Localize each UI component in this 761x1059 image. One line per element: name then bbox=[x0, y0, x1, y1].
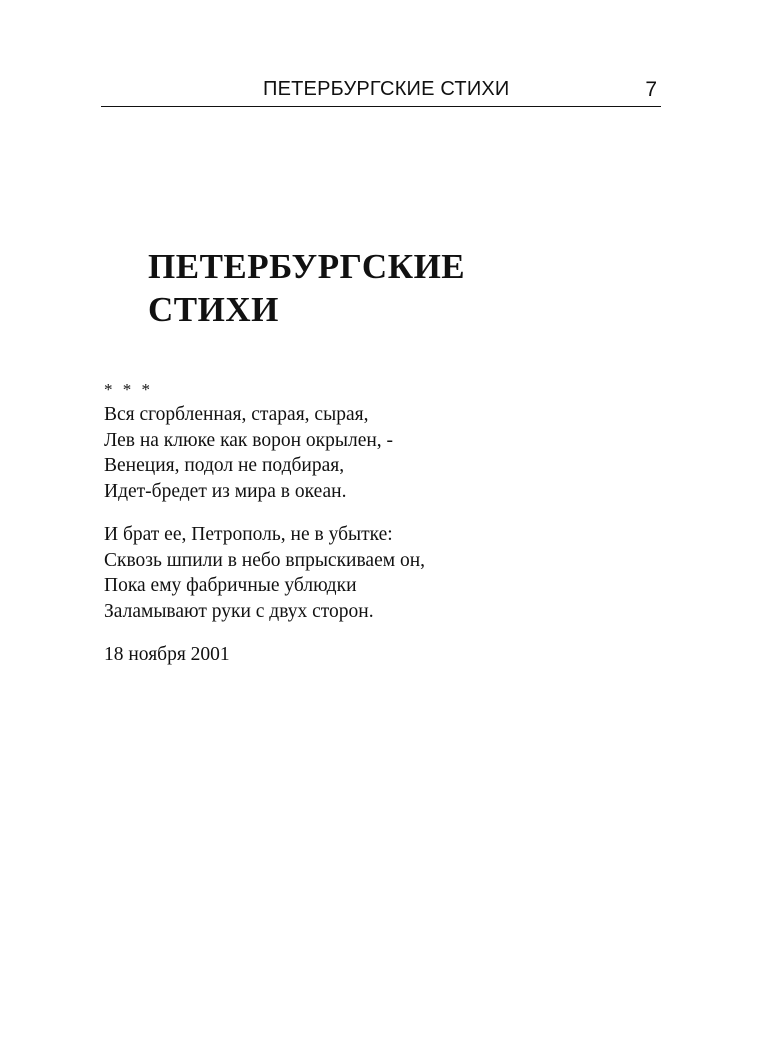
poem-title-line-1: ПЕТЕРБУРГСКИЕ bbox=[148, 247, 466, 286]
asterisk-separator: * * * bbox=[104, 380, 153, 399]
poem-line: Заламывают руки с двух сторон. bbox=[104, 600, 374, 622]
poem-title bbox=[148, 245, 465, 331]
stanza-1 bbox=[104, 402, 584, 504]
poem-line: Вся сгорбленная, старая, сырая, bbox=[104, 404, 369, 425]
page-number: 7 bbox=[645, 78, 657, 101]
poem-line: Сквозь шпили в небо впрыскиваем он, bbox=[104, 549, 426, 571]
poem-body bbox=[104, 378, 584, 668]
poem-line: Пока ему фабричные ублюдки bbox=[104, 575, 357, 596]
poem-title-line-2: СТИХИ bbox=[148, 290, 279, 329]
running-header bbox=[101, 76, 661, 107]
poem-date: 18 ноября 2001 bbox=[104, 644, 230, 665]
poem-line: Венеция, подол не подбирая, bbox=[104, 455, 345, 476]
running-title: ПЕТЕРБУРГСКИЕ СТИХИ bbox=[263, 78, 510, 100]
poem-line: Лев на клюке как ворон окрылен, - bbox=[104, 429, 394, 451]
poem-line: Идет-бредет из мира в океан. bbox=[104, 480, 347, 502]
poem-line: И брат ее, Петрополь, не в убытке: bbox=[104, 524, 393, 545]
stanza-2 bbox=[104, 522, 584, 624]
